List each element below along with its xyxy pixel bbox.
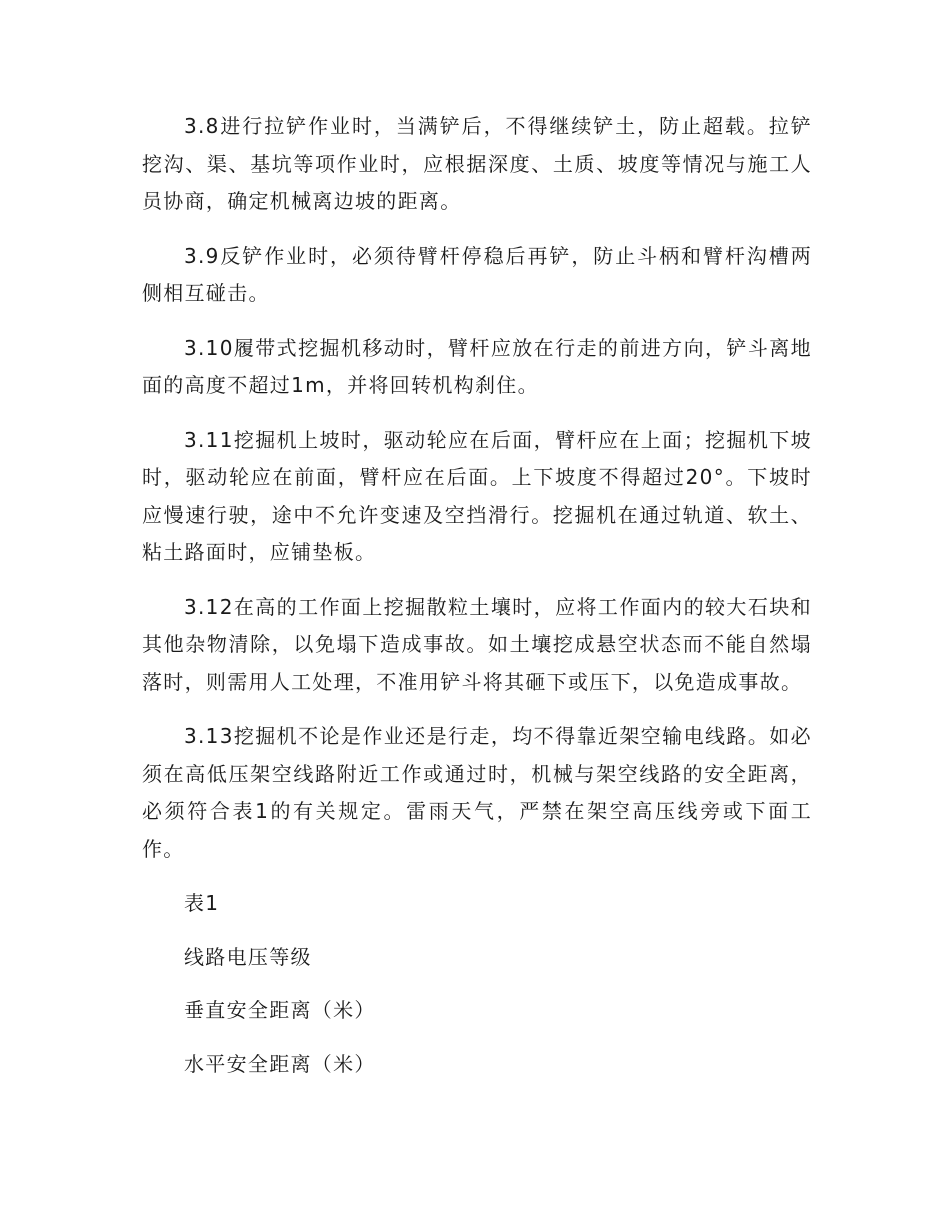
paragraph-3-12: 3.12在高的工作面上挖掘散粒土壤时，应将工作面内的较大石块和其他杂物清除，以免塌下造成事故。如土壤挖成悬空状态而不能自然塌落时，则需用人工处理，不准用铲斗将其砸下或压下，以免造成事故。 [142, 594, 812, 694]
paragraph-3-9: 3.9反铲作业时，必须待臂杆停稳后再铲，防止斗柄和臂杆沟槽两侧相互碰击。 [142, 243, 812, 305]
paragraph-3-11: 3.11挖掘机上坡时，驱动轮应在后面，臂杆应在上面；挖掘机下坡时，驱动轮应在前面，臂杆应在后面。上下坡度不得超过20°。下坡时应慢速行驶，途中不允许变速及空挡滑行。挖掘机在通过轨道、软土、粘土路面时，应铺垫板。 [142, 427, 812, 564]
table-header-horizontal-distance: 水平安全距离（米） [184, 1051, 376, 1076]
table-caption: 表1 [184, 891, 220, 915]
paragraph-3-10: 3.10履带式挖掘机移动时，臂杆应放在行走的前进方向，铲斗离地面的高度不超过1m，并将回转机构刹住。 [142, 335, 812, 397]
paragraph-3-13: 3.13挖掘机不论是作业还是行走，均不得靠近架空输电线路。如必须在高低压架空线路附近工作或通过时，机械与架空线路的安全距离，必须符合表1的有关规定。雷雨天气，严禁在架空高压线旁或下面工作。 [142, 724, 812, 861]
table-header-voltage-level: 线路电压等级 [184, 944, 312, 969]
table-header-vertical-distance: 垂直安全距离（米） [184, 998, 376, 1022]
paragraph-3-8: 3.8进行拉铲作业时，当满铲后，不得继续铲土，防止超载。拉铲挖沟、渠、基坑等项作业时，应根据深度、土质、坡度等情况与施工人员协商，确定机械离边坡的距离。 [142, 114, 812, 213]
